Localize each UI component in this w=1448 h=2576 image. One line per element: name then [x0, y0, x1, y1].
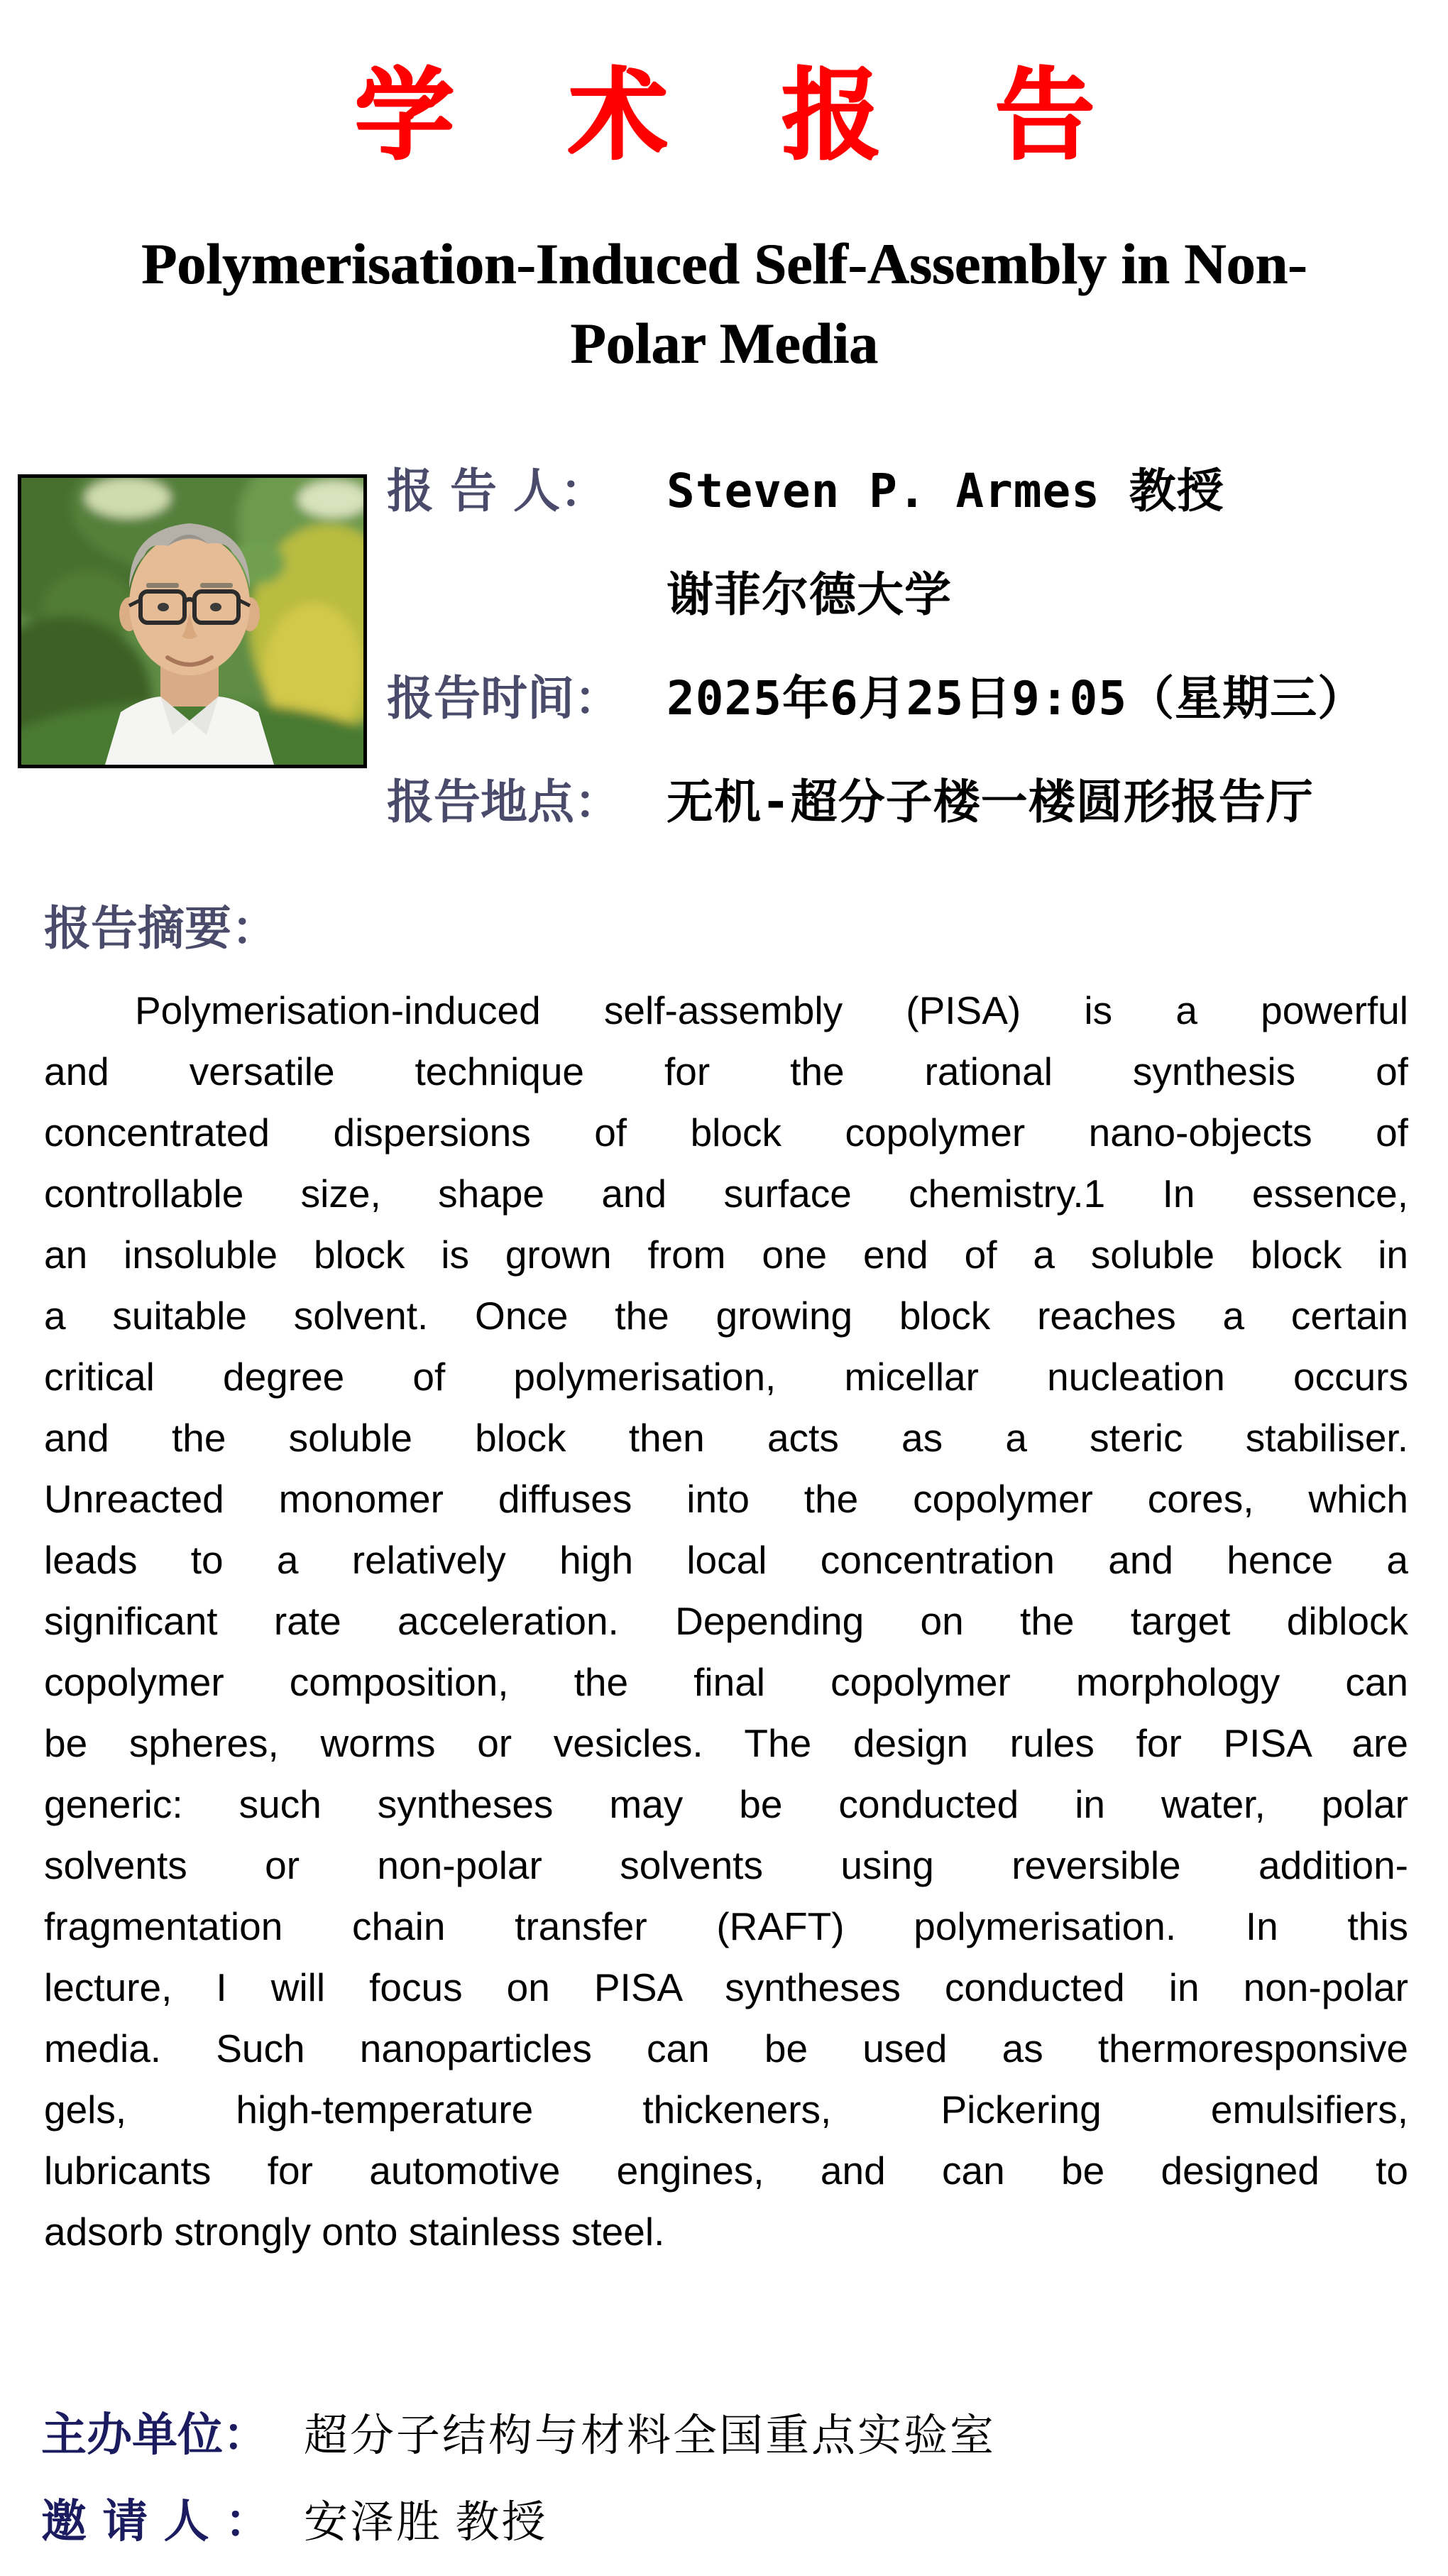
organizer-row	[41, 2398, 1407, 2464]
inviter-value: 安泽胜 教授	[304, 2499, 548, 2547]
affiliation-value: 谢菲尔德大学	[667, 567, 952, 622]
abstract-line: Polymerisation-induced self-assembly (PISA) is a powerful	[135, 988, 1408, 1032]
abstract-line: fragmentation chain transfer (RAFT) polymerisation. In this	[44, 1904, 1408, 1948]
abstract-line: controllable size, shape and surface chemistry.1 In essence,	[44, 1172, 1408, 1216]
speaker-label: 报 告 人：	[387, 463, 607, 518]
abstract-line: an insoluble block is grown from one end of a soluble block in	[44, 1233, 1408, 1277]
abstract-line: adsorb strongly onto stainless steel.	[44, 2210, 665, 2254]
speaker-portrait-photo	[18, 474, 367, 768]
banner-title: 学 术 报 告	[353, 58, 1134, 173]
footer	[41, 2398, 1407, 2550]
location-label: 报告地点：	[387, 774, 621, 829]
speaker-name: Steven P. Armes 教授	[667, 463, 1224, 518]
abstract-line: Unreacted monomer diffuses into the copolymer cores, which	[44, 1477, 1408, 1521]
time-value: 2025年6月25日9:05（星期三）	[667, 670, 1366, 726]
inviter-label: 邀 请 人 ：	[41, 2496, 270, 2548]
abstract-line: leads to a relatively high local concentration and hence a	[44, 1538, 1408, 1582]
abstract-line: gels, high-temperature thickeners, Pickering emulsifiers,	[44, 2087, 1408, 2132]
abstract-line: a suitable solvent. Once the growing block reaches a certain	[44, 1294, 1408, 1338]
abstract-line: generic: such syntheses may be conducted in water, polar	[44, 1782, 1408, 1826]
talk-title-line2: Polar Media	[570, 311, 878, 376]
speaker-row	[387, 435, 1436, 538]
organizer-value: 超分子结构与材料全国重点实验室	[304, 2412, 997, 2460]
location-row	[387, 746, 1436, 849]
time-row	[387, 642, 1436, 746]
talk-title-line1: Polymerisation-Induced Self-Assembly in Non-	[141, 231, 1307, 296]
eyebrow-right	[200, 583, 233, 588]
abstract-line: and versatile technique for the rational synthesis of	[44, 1049, 1408, 1093]
abstract-line: significant rate acceleration. Depending on the target diblock	[44, 1599, 1408, 1643]
abstract-text	[44, 980, 1408, 2262]
inviter-row	[41, 2485, 1407, 2550]
abstract-line: and the soluble block then acts as a steric stabiliser.	[44, 1416, 1408, 1460]
organizer-label: 主办单位：	[41, 2409, 268, 2462]
abstract-line: concentrated dispersions of block copolymer nano-objects of	[44, 1110, 1408, 1155]
eye-right	[210, 603, 221, 611]
eyebrow-left	[146, 583, 179, 588]
eye-left	[158, 603, 169, 611]
abstract-line: solvents or non-polar solvents using reversible addition-	[44, 1843, 1408, 1887]
time-label: 报告时间：	[387, 670, 621, 726]
affiliation-row	[387, 538, 1436, 642]
face	[129, 533, 250, 675]
abstract-line: lubricants for automotive engines, and can be designed to	[44, 2149, 1408, 2193]
abstract-label: 报告摘要：	[44, 901, 278, 956]
speaker-photo-illustration	[21, 478, 363, 765]
abstract-line: copolymer composition, the final copolymer morphology can	[44, 1660, 1408, 1704]
speaker-info	[387, 435, 1436, 849]
abstract-line: media. Such nanoparticles can be used as thermoresponsive	[44, 2026, 1408, 2070]
abstract-line: be spheres, worms or vesicles. The design rules for PISA are	[44, 1721, 1408, 1765]
abstract-line: critical degree of polymerisation, micellar nucleation occurs	[44, 1355, 1408, 1399]
location-value: 无机-超分子楼一楼圆形报告厅	[667, 774, 1314, 829]
talk-title	[35, 224, 1413, 383]
glasses-bridge	[185, 599, 194, 601]
abstract-line: lecture, I will focus on PISA syntheses conducted in non-polar	[44, 1965, 1408, 2009]
